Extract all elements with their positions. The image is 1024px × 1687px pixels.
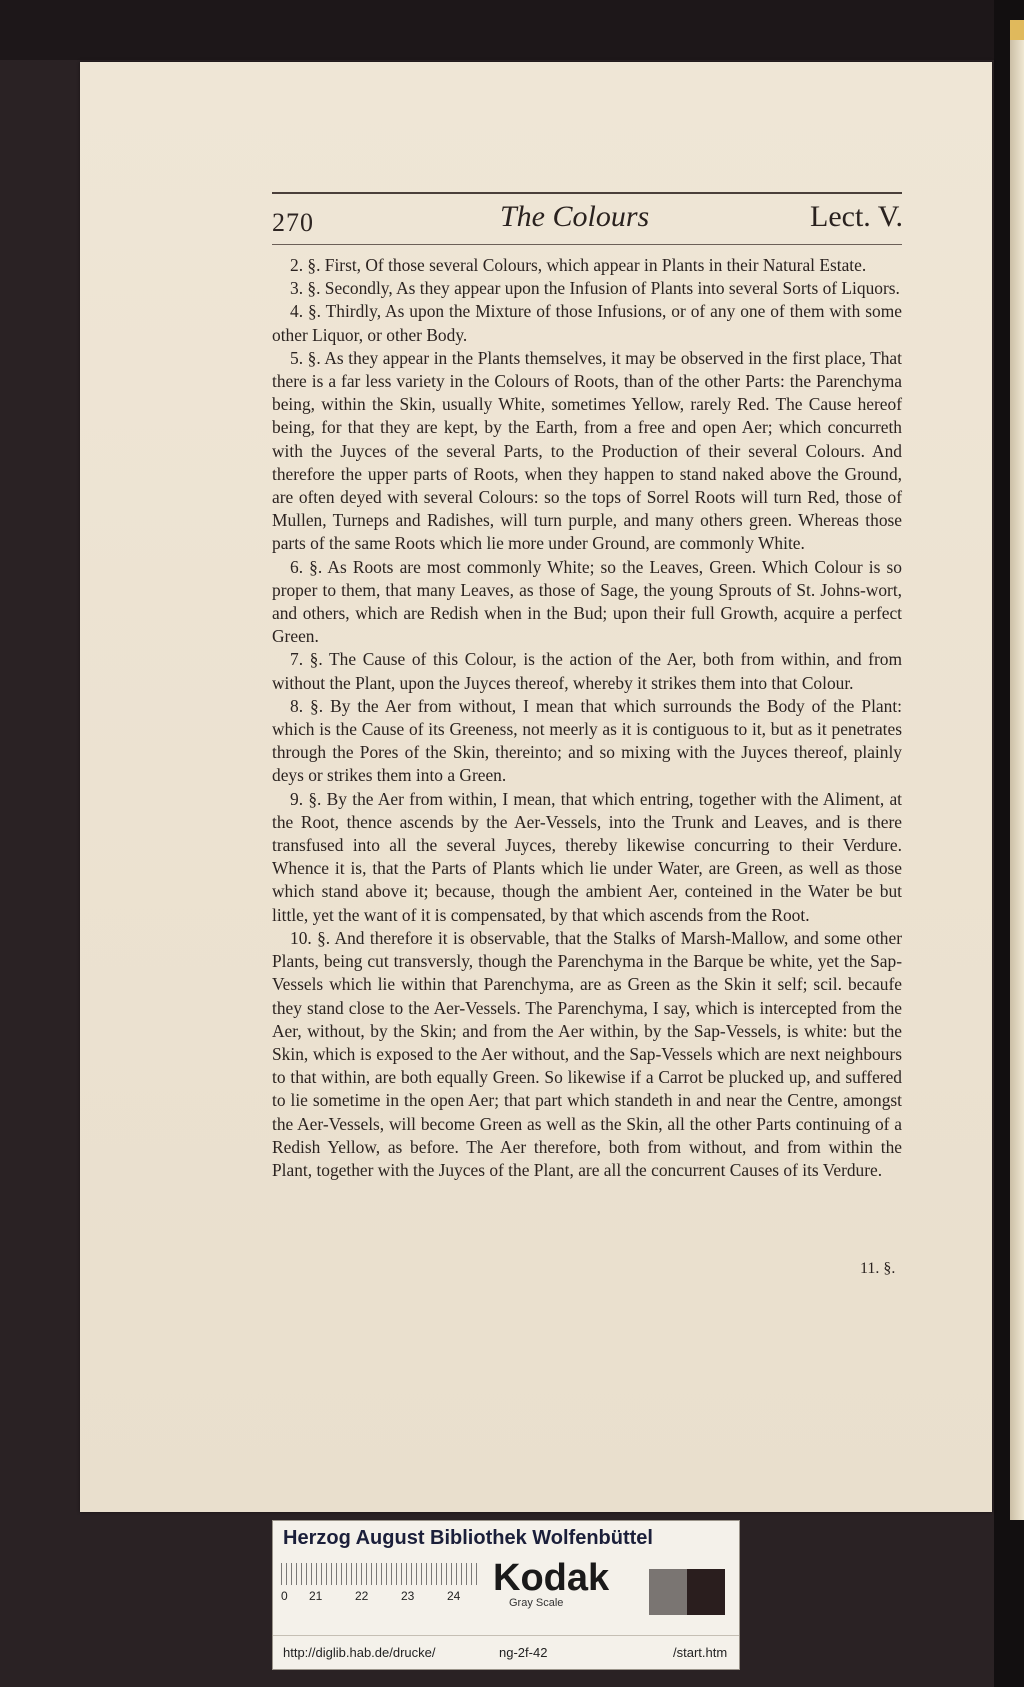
- lecture-label: Lect. V.: [810, 200, 904, 233]
- ruler-number: 24: [447, 1589, 461, 1603]
- header-rule-top: [272, 192, 902, 194]
- paragraph-4: 4. §. Thirdly, As upon the Mixture of those Infusions, or of any one of them with some other Liquor, or other Body.: [272, 301, 902, 345]
- paragraph-3: 3. §. Secondly, As they appear upon the Infusion of Plants into several Sorts of Liquors.: [290, 278, 900, 299]
- paragraph-9: 9. §. By the Aer from within, I mean, that which entring, together with the Aliment, at the Root, thence ascends by the Aer-Vessels, into the Trunk and Leaves, and is there transfused into all the several Juyces, thereby likewise concurring to their Verdure. Whence it is, that the Parts of Plants which lie under Water, are Green, as well as those which stand above it; because, though the ambient Aer, conteined in the Water be but little, yet the want of it is compensated, by that which ascends from the Root.: [272, 788, 902, 925]
- scale-ruler: [281, 1563, 477, 1603]
- running-title: The Colours: [500, 200, 650, 233]
- ruler-number: 21: [309, 1589, 323, 1603]
- page-number: 270: [272, 208, 314, 237]
- source-url-end: /start.htm: [673, 1645, 728, 1660]
- scan-background-top: [0, 0, 1024, 60]
- paragraph-8: 8. §. By the Aer from without, I mean that which surrounds the Body of the Plant: which is the Cause of its Greeness, not meerly as it is contiguous to it, but as it penetrates through the Pores of the Skin, thereinto; and so mixing with the Juyces thereof, plainly deys or strikes them into a Green.: [272, 695, 902, 786]
- dark-swatch: [687, 1569, 725, 1615]
- library-name: Herzog August Bibliothek Wolfenbüttel: [283, 1527, 653, 1549]
- paragraph-5: 5. §. As they appear in the Plants themselves, it may be observed in the first place, That there is a far less variety in the Colours of Roots, than of the other Parts: the Parenchyma being, within the Skin, usually White, sometimes Yellow, rarely Red. The Cause hereof being, for that they are kept, by the Earth, from a free and open Aer; which concurreth with the Juyces of the several Parts, to the Production of their several Colours. And therefore the upper parts of Roots, when they happen to stand naked above the Ground, are often deyed with several Colours: so the tops of Sorrel Roots will turn Red, those of Mullen, Turneps and Radishes, will turn purple, and many others green. Whereas those parts of the same Roots which lie more under Ground, are commonly White.: [272, 347, 902, 554]
- gray-scale-label: Gray Scale: [509, 1597, 564, 1609]
- ruler-ticks: [281, 1563, 477, 1585]
- ruler-number: 22: [355, 1589, 369, 1603]
- paragraph-6: 6. §. As Roots are most commonly White; so the Leaves, Green. Which Colour is so proper to them, that many Leaves, as those of Sage, the young Sprouts of St. Johns-wort, and others, which are Redish when in the Bud; upon their full Growth, acquire a perfect Green.: [272, 556, 902, 647]
- library-label-card: [272, 1520, 740, 1670]
- gray-swatch: [649, 1569, 687, 1615]
- header-rule-bottom: [272, 244, 902, 245]
- source-url: http://diglib.hab.de/drucke/: [283, 1645, 436, 1660]
- ruler-number: 23: [401, 1589, 415, 1603]
- shelfmark: ng-2f-42: [499, 1645, 548, 1660]
- card-divider: [273, 1635, 739, 1636]
- ruler-number: 0: [281, 1589, 288, 1603]
- paragraph-7: 7. §. The Cause of this Colour, is the action of the Aer, both from within, and from without the Plant, upon the Juyces thereof, whereby it strikes them into that Colour.: [272, 649, 902, 693]
- body-text: [272, 254, 902, 1182]
- paragraph-10: 10. §. And therefore it is observable, that the Stalks of Marsh-Mallow, and some other Plants, being cut transversly, though the Parenchyma in the Barque be white, yet the Sap-Vessels which lie within that Parenchyma, are as Green as the Skin it self; scil. becaufe they stand close to the Aer-Vessels. The Parenchyma, I say, which is intercepted from the Aer, without, by the Skin; and from the Aer within, by the Sap-Vessels, is white: but the Skin, which is exposed to the Aer without, and the Sap-Vessels which are next neighbours to that within, are both equally Green. So likewise if a Carrot be plucked up, and suffered to lie sometime in the open Aer; that part which standeth in and near the Centre, amongst the Aer-Vessels, will become Green as well as the Skin, all the other Parts continuing of a Redish Yellow, as before. The Aer therefore, both from without, and from within the Plant, together with the Juyces of the Plant, are all the concurrent Causes of its Verdure.: [272, 927, 902, 1180]
- kodak-logo: Kodak: [493, 1557, 610, 1599]
- adjacent-page-edge: [1010, 40, 1024, 1520]
- catchword: 11. §.: [860, 1260, 896, 1277]
- paragraph-2: 2. §. First, Of those several Colours, which appear in Plants in their Natural Estate.: [290, 255, 867, 275]
- book-page: [80, 62, 992, 1512]
